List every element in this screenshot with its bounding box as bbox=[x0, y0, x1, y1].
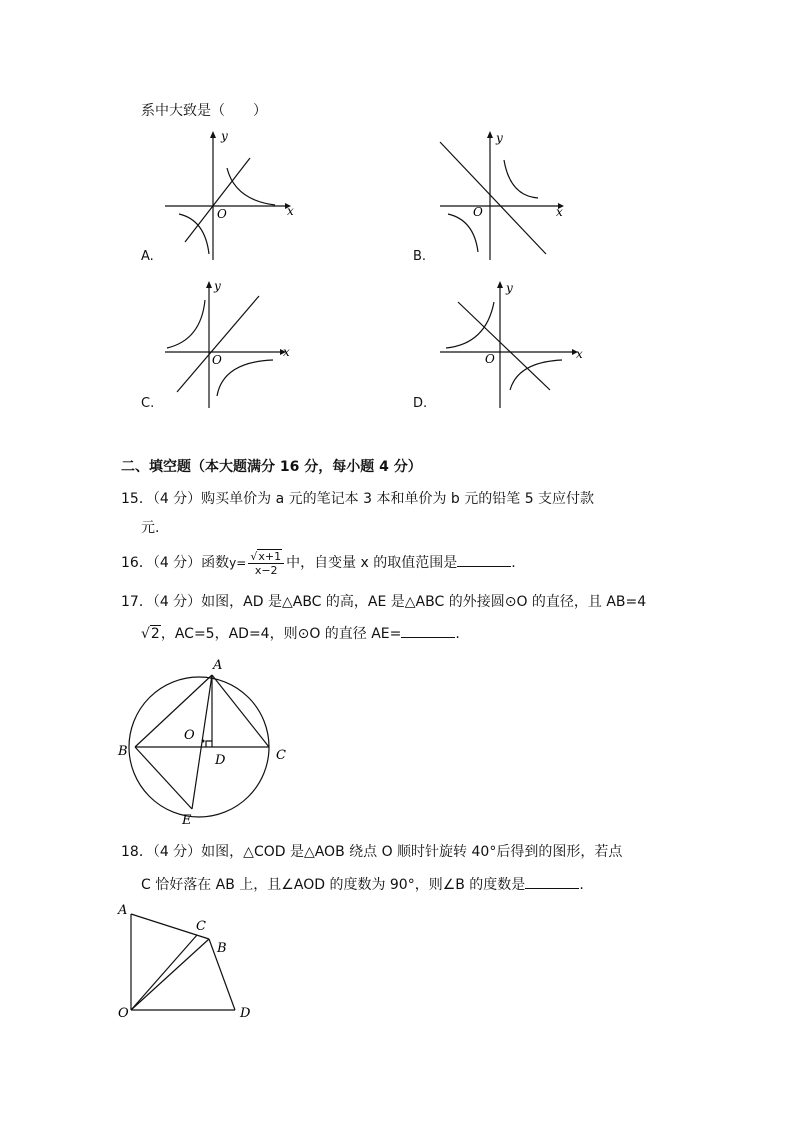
q18-label-a: A bbox=[118, 903, 128, 918]
option-c-label: C. bbox=[141, 396, 155, 411]
q17-line2-wrap bbox=[141, 623, 460, 643]
graph-d-origin-label: O bbox=[485, 352, 495, 366]
graph-c-origin-label: O bbox=[212, 353, 222, 367]
q16-numerator: x+1 bbox=[258, 549, 282, 563]
q16-prefix: 16．（4 分）函数 bbox=[121, 555, 230, 571]
graph-a-y-label: y bbox=[221, 129, 228, 143]
q17-label-e: E bbox=[182, 813, 192, 828]
graph-b-x-label: x bbox=[556, 205, 563, 219]
q16-suffix: 中，自变量 x 的取值范围是 bbox=[286, 555, 458, 571]
q17-sqrt: √2 bbox=[141, 626, 160, 642]
q18-label-o: O bbox=[118, 1006, 129, 1021]
graph-d-y-label: y bbox=[506, 281, 513, 295]
graph-c bbox=[165, 280, 295, 415]
graph-d-x-label: x bbox=[576, 347, 583, 361]
q16-end: . bbox=[511, 555, 516, 571]
q17-figure bbox=[115, 655, 295, 830]
graph-a-origin-label: O bbox=[217, 207, 227, 221]
q18-end: . bbox=[579, 877, 584, 893]
graph-a bbox=[165, 130, 295, 265]
q18-answer-blank bbox=[525, 874, 579, 889]
q15-line2: 元. bbox=[141, 520, 160, 536]
q17-line1: 17．（4 分）如图，AD 是△ABC 的高，AE 是△ABC 的外接圆⊙O 的直径，且 AB=4 bbox=[121, 594, 647, 610]
q17-label-b: B bbox=[118, 744, 128, 759]
q14-stem-tail: 系中大致是（ ） bbox=[141, 103, 267, 119]
q17-answer-blank bbox=[401, 623, 455, 638]
q18-label-c: C bbox=[196, 919, 206, 934]
graph-b-origin-label: O bbox=[473, 205, 483, 219]
option-a-label: A. bbox=[141, 249, 154, 264]
q17-end: . bbox=[455, 626, 460, 642]
q17-label-c: C bbox=[276, 748, 286, 763]
q17-line2: ，AC=5，AD=4，则⊙O 的直径 AE= bbox=[160, 626, 402, 642]
q15-line1: 15．（4 分）购买单价为 a 元的笔记本 3 本和单价为 b 元的铅笔 5 支应付款 bbox=[121, 491, 595, 507]
q18-figure bbox=[115, 898, 265, 1028]
q16-line bbox=[121, 546, 516, 580]
q18-line2-wrap bbox=[141, 874, 584, 894]
graph-b-y-label: y bbox=[496, 131, 503, 145]
q16-y-eq: y= bbox=[229, 556, 247, 570]
q18-label-b: B bbox=[217, 941, 227, 956]
graph-d bbox=[438, 280, 583, 415]
q16-denominator: x−2 bbox=[254, 563, 278, 577]
q18-label-d: D bbox=[240, 1006, 251, 1021]
option-d-label: D. bbox=[413, 396, 428, 411]
q18-line2: C 恰好落在 AB 上，且∠AOD 的度数为 90°，则∠B 的度数是 bbox=[141, 877, 526, 893]
q16-answer-blank bbox=[457, 552, 511, 567]
graph-b bbox=[438, 130, 568, 265]
q17-label-d: D bbox=[215, 753, 226, 768]
graph-a-x-label: x bbox=[287, 204, 294, 218]
graph-c-x-label: x bbox=[283, 345, 290, 359]
graph-c-y-label: y bbox=[214, 279, 221, 293]
q18-line1: 18．（4 分）如图，△COD 是△AOB 绕点 O 顺时针旋转 40°后得到的图形，若点 bbox=[121, 844, 623, 860]
q17-label-o: O bbox=[184, 728, 195, 743]
q16-fraction: $\frac{√x+1}{x-2}$ bbox=[248, 550, 284, 577]
option-b-label: B. bbox=[413, 249, 427, 264]
section-heading: 二、填空题（本大题满分 16 分，每小题 4 分） bbox=[121, 459, 422, 475]
q17-label-a: A bbox=[213, 658, 223, 673]
